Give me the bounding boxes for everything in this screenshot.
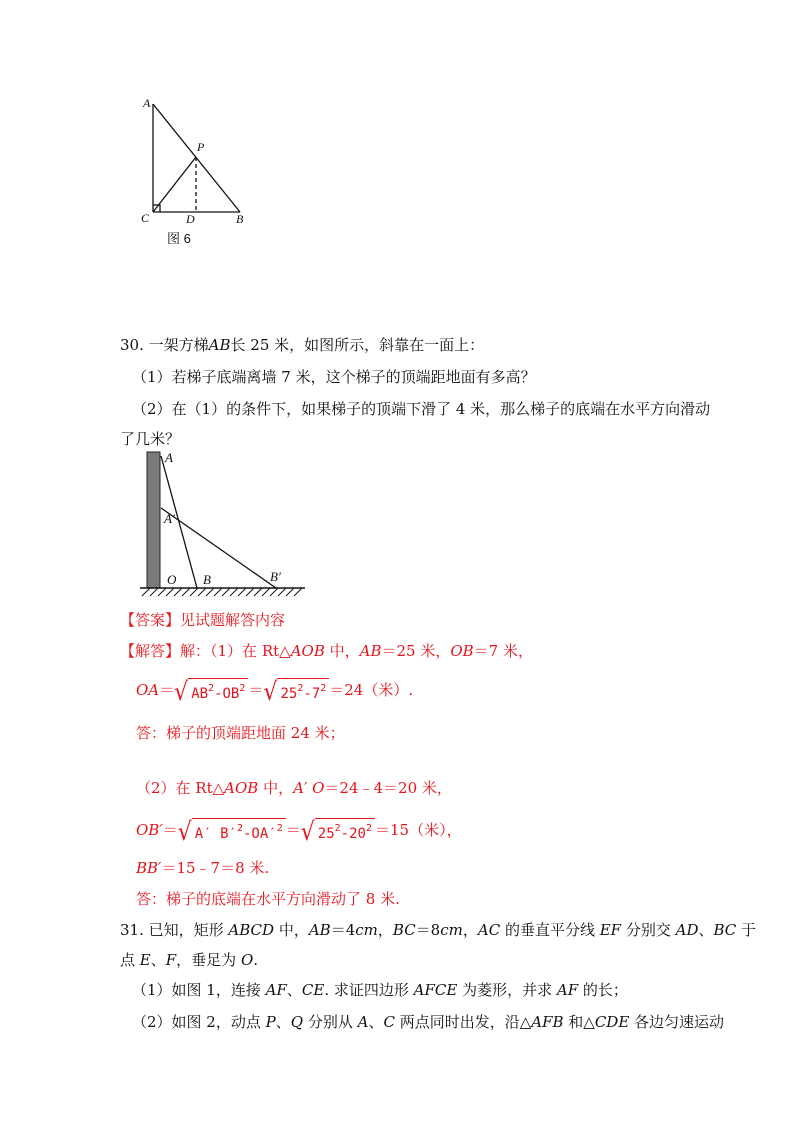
oa-rad2-a: 25 <box>280 686 298 702</box>
wall <box>147 452 160 588</box>
solution-tag: 【解答】 <box>120 642 181 660</box>
sup: 2 <box>236 823 243 834</box>
t: 分别交 <box>621 921 676 939</box>
bb-lhs: BB′ <box>136 859 162 877</box>
solution-line2-aob: AOB <box>224 779 259 797</box>
t: A <box>357 1013 369 1031</box>
solution-bb <box>136 858 269 878</box>
ladder-a2b2 <box>161 508 276 588</box>
t: （2）如图 2，动点 <box>132 1013 266 1031</box>
solution-line1-ob: OB <box>450 642 474 660</box>
t: AF <box>556 981 579 999</box>
q30-stem-text-end: 长 25 米，如图所示，斜靠在一面上： <box>230 336 485 354</box>
ob-result: ＝15（米）， <box>374 821 462 839</box>
oa-lhs: OA <box>136 681 160 699</box>
ob-rad1-b: -OA′ <box>242 826 277 842</box>
t: AFB <box>531 1013 564 1031</box>
ob-sqrt-2: √ $25^2-20^2$ <box>301 818 375 844</box>
ob-eq2: ＝ <box>285 821 301 839</box>
ob-sqrt-1: √ A′ $B'^2-OA'^2$ <box>178 818 286 844</box>
t: ＝4 <box>330 921 356 939</box>
oa-sqrt-2: √ $25^2-7^2$ <box>263 678 329 704</box>
sup: 2 <box>208 683 215 694</box>
q31-line2 <box>120 950 258 970</box>
t: ABCD <box>228 921 275 939</box>
t: . <box>253 951 259 969</box>
ladder-label-o: O <box>167 572 177 587</box>
t: 、 <box>698 921 714 939</box>
solution-line2-ao: A′ O <box>293 779 325 797</box>
t: 、 <box>368 1013 384 1031</box>
q31-number: 31. <box>120 921 144 939</box>
sup: 2 <box>334 823 341 834</box>
solution-line1-mid: 中， <box>324 642 360 660</box>
t: cm <box>355 921 378 939</box>
t: 、 <box>275 1013 291 1031</box>
sup: 2 <box>239 683 246 694</box>
solution-line2-pre: （2）在 Rt△ <box>136 779 225 797</box>
ob-rad1-a: A′ B′ <box>194 826 237 842</box>
t: 的垂直平分线 <box>500 921 600 939</box>
oa-result: ＝24（米）. <box>329 681 414 699</box>
t: O <box>240 951 254 969</box>
solution-line1 <box>120 641 533 661</box>
answer-text: 见试题解答内容 <box>180 611 286 629</box>
q30-stem-text: 一架方梯 <box>148 336 209 354</box>
t: BC <box>713 921 737 939</box>
t: 点 <box>120 951 140 969</box>
t: AC <box>477 921 501 939</box>
sup: 2 <box>297 683 304 694</box>
fig6-label-d: D <box>186 212 195 226</box>
t: 为菱形，并求 <box>457 981 557 999</box>
q30-part2-line2: 了几米？ <box>120 430 181 448</box>
solution-line1-ob-val: ＝7 米， <box>473 642 533 660</box>
fig6-label-a: A <box>143 96 151 110</box>
q31-part1 <box>132 980 628 1000</box>
solution-answer-1: 答：梯子的顶端距地面 24 米； <box>136 724 345 742</box>
q31-part2 <box>132 1012 724 1032</box>
solution-answer-2: 答：梯子的底端在水平方向滑动了 8 米. <box>136 890 400 908</box>
t: ，垂足为 <box>176 951 241 969</box>
t: 和△ <box>563 1013 595 1031</box>
t: ＝8 <box>415 921 441 939</box>
solution-line2 <box>136 778 452 798</box>
ob-rad2-a: 25 <box>317 826 335 842</box>
ob-eq: ＝ <box>162 821 178 839</box>
oa-eq: ＝ <box>159 681 175 699</box>
oa-rad1-b: -OB <box>214 686 240 702</box>
fig6-label-p: P <box>197 140 205 154</box>
t: 分别从 <box>303 1013 358 1031</box>
solution-line1-pre: 解：（1）在 Rt△ <box>180 642 291 660</box>
t: 中， <box>274 921 309 939</box>
t: AD <box>675 921 699 939</box>
fig6-label-b: B <box>236 212 244 226</box>
t: F <box>165 951 177 969</box>
ladder-label-a-prime: A′ <box>164 511 175 526</box>
solution-line1-ab-val: ＝25 米， <box>381 642 451 660</box>
answer-tag: 【答案】 <box>120 611 181 629</box>
oa-sqrt-1: √ $AB^2-OB^2$ <box>174 678 248 704</box>
q30-part1: （1）若梯子底端离墙 7 米，这个梯子的顶端距地面有多高？ <box>132 368 536 386</box>
solution-oa-formula <box>136 678 414 707</box>
t: 的长； <box>578 981 628 999</box>
t: 、 <box>150 951 166 969</box>
q30-stem-ab: AB <box>208 336 231 354</box>
fig6-caption: 图 6 <box>167 231 191 246</box>
solution-ob-formula <box>136 818 462 847</box>
t: （1）如图 1，连接 <box>132 981 266 999</box>
t: 两点同时出发，沿△ <box>394 1013 532 1031</box>
oa-rad1-a: AB <box>191 686 209 702</box>
oa-eq2: ＝ <box>248 681 264 699</box>
t: ， <box>377 921 393 939</box>
ladder-label-b: B <box>203 572 211 587</box>
t: BC <box>392 921 416 939</box>
q31-line1 <box>120 920 756 940</box>
t: 于 <box>736 921 757 939</box>
q30-number: 30. <box>120 336 144 354</box>
sup: 2 <box>276 823 283 834</box>
t: C <box>383 1013 395 1031</box>
t: . 求证四边形 <box>324 981 414 999</box>
t: 已知，矩形 <box>148 921 229 939</box>
t: 、 <box>286 981 302 999</box>
t: AB <box>308 921 331 939</box>
solution-line1-ab: AB <box>359 642 382 660</box>
t: cm <box>440 921 463 939</box>
t: AFCE <box>413 981 458 999</box>
t: E <box>139 951 151 969</box>
t: EF <box>599 921 622 939</box>
fig6-label-c: C <box>141 211 150 225</box>
t: AF <box>265 981 287 999</box>
t: 各边匀速运动 <box>629 1013 725 1031</box>
q30-answer <box>120 610 285 630</box>
ladder-label-a: A <box>165 450 173 465</box>
solution-line1-aob: AOB <box>290 642 325 660</box>
ob-lhs: OB′ <box>136 821 163 839</box>
solution-line2-val: ＝24﹣4＝20 米， <box>324 779 452 797</box>
t: CDE <box>594 1013 630 1031</box>
t: Q <box>290 1013 304 1031</box>
oa-rad2-b: -7 <box>303 686 321 702</box>
q30-part2-line1: （2）在（1）的条件下，如果梯子的顶端下滑了 4 米，那么梯子的底端在水平方向滑动 <box>132 400 711 418</box>
bb-val: ＝15﹣7＝8 米. <box>161 859 270 877</box>
ground-hatching <box>142 588 302 596</box>
solution-line2-mid: 中， <box>258 779 294 797</box>
t: P <box>265 1013 276 1031</box>
t: ， <box>462 921 478 939</box>
ob-rad2-b: -20 <box>340 826 366 842</box>
t: CE <box>301 981 325 999</box>
sup: 2 <box>320 683 327 694</box>
sup: 2 <box>365 823 372 834</box>
ladder-label-b-prime: B′ <box>270 569 281 584</box>
